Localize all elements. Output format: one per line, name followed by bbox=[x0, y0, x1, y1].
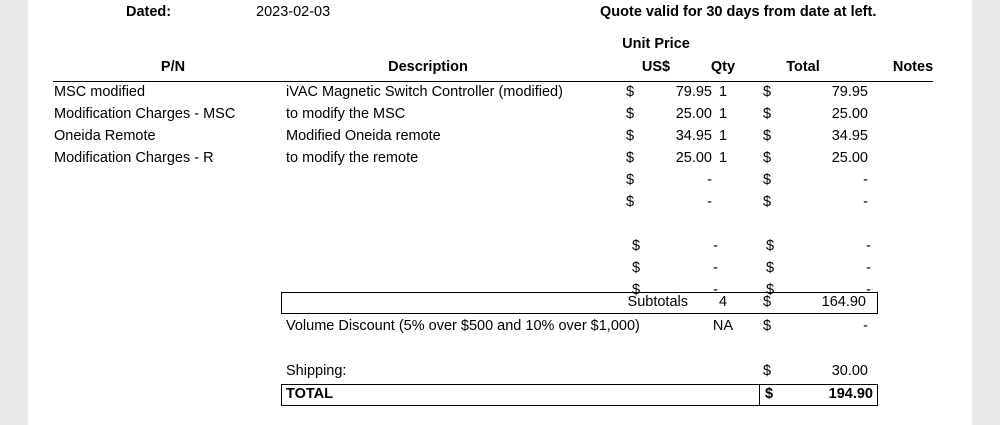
cell-total-currency: $ bbox=[763, 172, 772, 188]
cell-total: - bbox=[863, 172, 868, 188]
quote-sheet bbox=[28, 0, 972, 425]
cell-pn: Modification Charges - MSC bbox=[54, 106, 236, 122]
cell-pn: Modification Charges - R bbox=[54, 150, 214, 166]
header-rule bbox=[53, 81, 933, 82]
column-header-description: Description bbox=[388, 59, 468, 75]
cell-pn: Oneida Remote bbox=[54, 128, 156, 144]
volume-discount-amount: - bbox=[863, 318, 868, 334]
column-header-notes: Notes bbox=[892, 59, 934, 75]
cell-total: - bbox=[866, 282, 871, 298]
line-items-table bbox=[28, 84, 972, 304]
cell-unit-price: 25.00 bbox=[675, 150, 712, 166]
column-header-total: Total bbox=[786, 59, 820, 75]
table-row bbox=[28, 194, 972, 216]
cell-unit-price: 79.95 bbox=[675, 84, 712, 100]
cell-total: 25.00 bbox=[831, 150, 868, 166]
cell-total-currency: $ bbox=[766, 260, 775, 276]
quote-validity-note: Quote valid for 30 days from date at left. bbox=[600, 4, 877, 20]
cell-description: Modified Oneida remote bbox=[286, 128, 441, 144]
total-label: TOTAL bbox=[286, 386, 333, 402]
table-row bbox=[28, 128, 972, 150]
volume-discount-qty: NA bbox=[712, 318, 734, 334]
cell-unit-price: - bbox=[713, 282, 718, 298]
table-row bbox=[28, 150, 972, 172]
cell-total: - bbox=[866, 238, 871, 254]
volume-discount-currency: $ bbox=[763, 318, 772, 334]
column-header-pn: P/N bbox=[160, 59, 186, 75]
dated-value: 2023-02-03 bbox=[256, 4, 331, 20]
total-box-divider bbox=[759, 385, 760, 405]
volume-discount-label: Volume Discount (5% over $500 and 10% over $1,000) bbox=[286, 318, 640, 334]
cell-unit-price: - bbox=[707, 172, 712, 188]
cell-total: - bbox=[863, 194, 868, 210]
cell-total: 25.00 bbox=[831, 106, 868, 122]
total-currency: $ bbox=[765, 386, 774, 402]
cell-unit-currency: $ bbox=[632, 260, 641, 276]
cell-total-currency: $ bbox=[763, 128, 772, 144]
cell-unit-currency: $ bbox=[626, 128, 635, 144]
cell-unit-currency: $ bbox=[626, 172, 635, 188]
cell-qty: 1 bbox=[718, 84, 728, 100]
cell-total: 34.95 bbox=[831, 128, 868, 144]
subtotals-label: Subtotals bbox=[627, 294, 688, 310]
cell-unit-currency: $ bbox=[632, 238, 641, 254]
cell-unit-currency: $ bbox=[626, 84, 635, 100]
cell-total-currency: $ bbox=[766, 238, 775, 254]
cell-unit-price: 25.00 bbox=[675, 106, 712, 122]
table-row bbox=[28, 260, 972, 282]
cell-total: - bbox=[866, 260, 871, 276]
cell-description: iVAC Magnetic Switch Controller (modified) bbox=[286, 84, 563, 100]
document-header bbox=[28, 4, 972, 26]
cell-total-currency: $ bbox=[763, 194, 772, 210]
cell-unit-price: - bbox=[713, 260, 718, 276]
cell-unit-currency: $ bbox=[626, 106, 635, 122]
shipping-label: Shipping: bbox=[286, 363, 347, 379]
subtotals-qty: 4 bbox=[718, 294, 728, 310]
cell-total-currency: $ bbox=[763, 84, 772, 100]
cell-description: to modify the MSC bbox=[286, 106, 406, 122]
unit-price-header: Unit Price bbox=[622, 36, 690, 52]
cell-unit-price: - bbox=[713, 238, 718, 254]
shipping-amount: 30.00 bbox=[831, 363, 868, 379]
shipping-currency: $ bbox=[763, 363, 772, 379]
cell-total-currency: $ bbox=[763, 106, 772, 122]
table-row bbox=[28, 84, 972, 106]
table-column-headers bbox=[28, 59, 972, 79]
subtotals-currency: $ bbox=[763, 294, 772, 310]
quote-document-page bbox=[28, 0, 972, 425]
cell-total-currency: $ bbox=[766, 282, 775, 298]
cell-unit-currency: $ bbox=[632, 282, 641, 298]
cell-unit-price: - bbox=[707, 194, 712, 210]
cell-qty: 1 bbox=[718, 128, 728, 144]
column-header-us-dollars: US$ bbox=[641, 59, 671, 75]
total-amount: 194.90 bbox=[828, 386, 873, 402]
cell-qty: 1 bbox=[718, 106, 728, 122]
table-row bbox=[28, 172, 972, 194]
cell-unit-price: 34.95 bbox=[675, 128, 712, 144]
table-row bbox=[28, 238, 972, 260]
cell-description: to modify the remote bbox=[286, 150, 419, 166]
spacer-row bbox=[28, 216, 972, 238]
column-header-qty: Qty bbox=[710, 59, 736, 75]
cell-qty: 1 bbox=[718, 150, 728, 166]
subtotals-amount: 164.90 bbox=[821, 294, 866, 310]
table-row bbox=[28, 106, 972, 128]
dated-label: Dated: bbox=[126, 4, 172, 20]
cell-total-currency: $ bbox=[763, 150, 772, 166]
cell-unit-currency: $ bbox=[626, 150, 635, 166]
cell-total: 79.95 bbox=[831, 84, 868, 100]
cell-unit-currency: $ bbox=[626, 194, 635, 210]
cell-pn: MSC modified bbox=[54, 84, 146, 100]
